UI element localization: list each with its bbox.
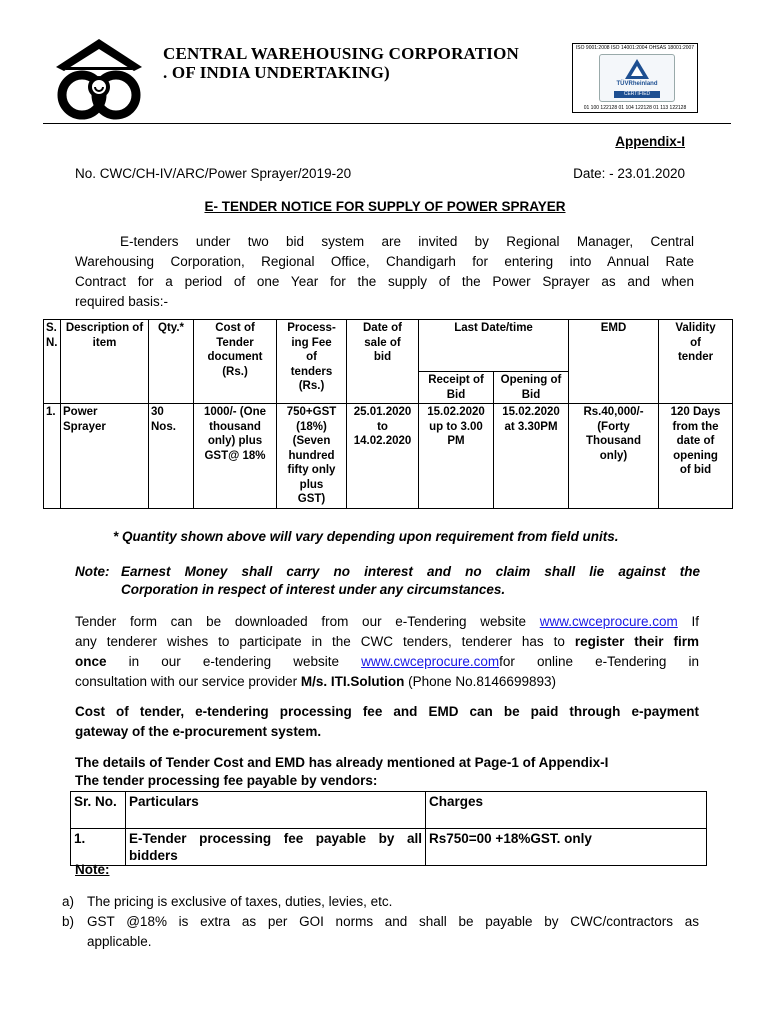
intro-line: E-tenders under two bid system are invited by Regional Manager, Central: [120, 234, 694, 249]
download-text: consultation with our service provider: [75, 674, 301, 689]
cell-cost: 1000/- (One thousand only) plus GST@ 18%: [194, 404, 277, 509]
website-link-2[interactable]: www.cwceprocure.com: [361, 654, 500, 669]
cell-sn: 1.: [44, 404, 61, 509]
download-text: Tender form can be downloaded from our e-Tendering website: [75, 614, 540, 629]
provider-name: M/s. ITI.Solution: [300, 674, 405, 689]
tuv-badge: [599, 54, 675, 102]
fee-col-particulars: Particulars: [126, 792, 426, 829]
note-heading: Note:: [75, 862, 110, 877]
list-text: applicable.: [87, 934, 152, 949]
tender-table: [43, 319, 733, 509]
cell-validity: 120 Days from the date of opening of bid: [659, 404, 733, 509]
list-item: [62, 892, 699, 912]
table-header-row: [44, 320, 733, 372]
emd-note-line: Earnest Money shall carry no interest and no claim shall lie against the: [121, 564, 700, 579]
download-text: in our e-tendering website: [106, 654, 362, 669]
download-text: If: [677, 614, 699, 629]
quantity-note: * Quantity shown above will vary depending upon requirement from field units.: [113, 529, 619, 544]
col-header-description: Description of item: [61, 320, 149, 404]
col-header-sale-date: Date of sale of bid: [347, 320, 419, 404]
payment-line: gateway of the e-procurement system.: [75, 724, 322, 739]
fee-header-row: [71, 792, 707, 829]
header-divider: [43, 123, 731, 124]
cert-standards: ISO 9001:2008 ISO 14001:2004 OHSAS 18001:2007: [575, 45, 695, 51]
download-line: [75, 672, 699, 692]
intro-paragraph: [75, 232, 694, 312]
cell-qty: 30 Nos.: [149, 404, 194, 509]
org-title-line2: . OF INDIA UNDERTAKING): [163, 63, 390, 82]
payment-paragraph: [75, 702, 699, 742]
emd-note-line: Corporation in respect of interest under any circumstances.: [121, 582, 506, 597]
list-marker: [62, 932, 87, 952]
provider-phone: (Phone No.8146699893): [404, 674, 556, 689]
table-row: [44, 404, 733, 509]
org-title: [163, 44, 519, 82]
download-line: [75, 612, 699, 632]
cert-status: CERTIFIED: [614, 91, 660, 98]
cell-opening: 15.02.2020 at 3.30PM: [494, 404, 569, 509]
cwc-logo: [52, 33, 147, 128]
list-text: The pricing is exclusive of taxes, duties, levies, etc.: [87, 894, 393, 909]
cert-brand: TÜVRheinland: [616, 81, 658, 87]
download-line: [75, 632, 699, 652]
list-marker: b): [62, 914, 75, 929]
emd-note-label: Note:: [75, 564, 110, 579]
download-text: any tenderer wishes to participate in the CWC tenders, tenderer has to: [75, 634, 575, 649]
appendix-label: Appendix-I: [615, 134, 685, 149]
notice-title: E- TENDER NOTICE FOR SUPPLY OF POWER SPRAYER: [204, 199, 566, 214]
list-marker: a): [62, 894, 75, 909]
details-line: The details of Tender Cost and EMD has already mentioned at Page-1 of Appendix-I: [75, 755, 609, 770]
table-row: [71, 829, 707, 866]
fee-col-sr: Sr. No.: [71, 792, 126, 829]
list-item: [62, 932, 699, 952]
download-text: for online e-Tendering in: [499, 654, 699, 669]
reference-number: No. CWC/CH-IV/ARC/Power Sprayer/2019-20: [75, 166, 352, 181]
certification-box: [572, 43, 698, 113]
fee-table: [70, 791, 707, 866]
col-header-opening: Opening of Bid: [494, 372, 569, 404]
cell-processing-fee: 750+GST (18%) (Seven hundred fifty only plus GST): [277, 404, 347, 509]
fee-cell-sr: 1.: [71, 829, 126, 866]
notice-date: Date: - 23.01.2020: [573, 166, 685, 181]
cell-description: Power Sprayer: [61, 404, 149, 509]
list-item: [62, 912, 699, 932]
org-title-line1: CENTRAL WAREHOUSING CORPORATION: [163, 44, 520, 63]
list-text: GST @18% is extra as per GOI norms and shall be payable by CWC/contractors as: [87, 914, 699, 929]
details-line: The tender processing fee payable by vendors:: [75, 773, 378, 788]
col-header-qty: Qty.*: [149, 320, 194, 404]
col-header-last-date: Last Date/time: [419, 320, 569, 372]
col-header-processing-fee: Process-ing Fee of tenders (Rs.): [277, 320, 347, 404]
website-link[interactable]: www.cwceprocure.com: [539, 614, 678, 629]
col-header-receipt: Receipt of Bid: [419, 372, 494, 404]
col-header-sn: S. N.: [44, 320, 61, 404]
register-emphasis: register their firm: [574, 634, 699, 649]
intro-line: Contract for a period of one Year for the supply of the Power Sprayer as and when: [75, 274, 694, 289]
payment-line: Cost of tender, e-tendering processing fee and EMD can be paid through e-payment: [75, 704, 699, 719]
col-header-emd: EMD: [569, 320, 659, 404]
notes-list: [62, 892, 699, 952]
once-emphasis: once: [75, 654, 107, 669]
cell-emd: Rs.40,000/- (Forty Thousand only): [569, 404, 659, 509]
intro-line: Warehousing Corporation, Regional Office, Chandigarh for entering into Annual Rate: [75, 254, 694, 269]
download-line: [75, 652, 699, 672]
col-header-validity: Validity of tender: [659, 320, 733, 404]
cell-receipt: 15.02.2020 up to 3.00 PM: [419, 404, 494, 509]
details-paragraph: [75, 754, 699, 790]
intro-line: required basis:-: [75, 294, 169, 309]
cell-sale-date: 25.01.2020 to 14.02.2020: [347, 404, 419, 509]
fee-cell-particulars: E-Tender processing fee payable by all bidders: [126, 829, 426, 866]
emd-note: [75, 563, 700, 599]
fee-col-charges: Charges: [426, 792, 707, 829]
download-paragraph: [75, 612, 699, 692]
fee-cell-charges: Rs750=00 +18%GST. only: [426, 829, 707, 866]
cert-numbers: 01 100 122128 01 104 122128 01 113 122128: [583, 105, 687, 111]
col-header-cost: Cost of Tender document (Rs.): [194, 320, 277, 404]
